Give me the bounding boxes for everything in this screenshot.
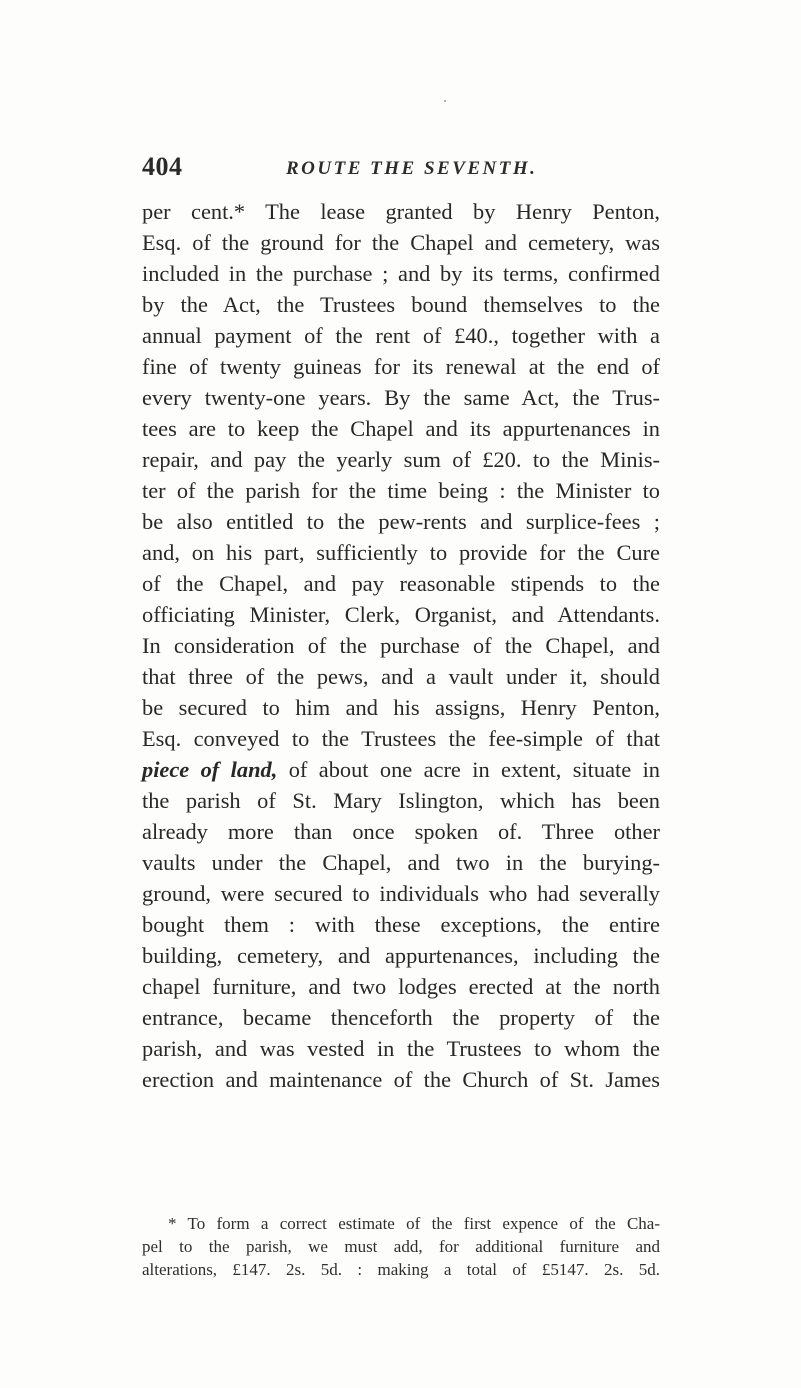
text-line: repair, and pay the yearly sum of £20. to the Minis- xyxy=(142,447,660,472)
footnote-line: alterations, £147. 2s. 5d. : making a total of £5147. 2s. 5d. xyxy=(142,1260,660,1279)
paper-speck xyxy=(444,100,446,102)
text-line: by the Act, the Trustees bound themselves to the xyxy=(142,292,660,317)
text-line: every twenty-one years. By the same Act, the Trus- xyxy=(142,385,660,410)
text-line: officiating Minister, Clerk, Organist, and Attendants. xyxy=(142,602,660,627)
text-line: and, on his part, sufficiently to provide for the Cure xyxy=(142,540,660,565)
text-line: ground, were secured to individuals who had severally xyxy=(142,881,660,906)
text-line: tees are to keep the Chapel and its appurtenances in xyxy=(142,416,660,441)
footnote-line: pel to the parish, we must add, for additional furniture and xyxy=(142,1237,660,1256)
text-line: of the Chapel, and pay reasonable stipends to the xyxy=(142,571,660,596)
text-line: fine of twenty guineas for its renewal at the end of xyxy=(142,354,660,379)
text-line: Esq. of the ground for the Chapel and cemetery, was xyxy=(142,230,660,255)
text-line: erection and maintenance of the Church of St. James xyxy=(142,1067,660,1092)
text-line: ter of the parish for the time being : the Minister to xyxy=(142,478,660,503)
text-line: Esq. conveyed to the Trustees the fee-simple of that xyxy=(142,726,660,751)
italic-phrase: piece of land, xyxy=(142,757,278,782)
text-line: included in the purchase ; and by its terms, confirmed xyxy=(142,261,660,286)
text-line-with-italic xyxy=(142,754,660,785)
text-line: the parish of St. Mary Islington, which has been xyxy=(142,788,660,813)
text-line: be also entitled to the pew-rents and surplice-fees ; xyxy=(142,509,660,534)
text-line: already more than once spoken of. Three other xyxy=(142,819,660,844)
text-line: per cent.* The lease granted by Henry Penton, xyxy=(142,199,660,224)
footnote xyxy=(142,1212,660,1281)
text-line: parish, and was vested in the Trustees to whom the xyxy=(142,1036,660,1061)
running-head: ROUTE THE SEVENTH. xyxy=(286,158,538,179)
text-line: vaults under the Chapel, and two in the burying- xyxy=(142,850,660,875)
body-text xyxy=(142,196,660,1095)
text-line: bought them : with these exceptions, the entire xyxy=(142,912,660,937)
footnote-line: * To form a correct estimate of the first expence of the Cha- xyxy=(168,1214,660,1233)
text-line: building, cemetery, and appurtenances, including the xyxy=(142,943,660,968)
text-line-rest: of about one acre in extent, situate in xyxy=(277,757,660,782)
page-number: 404 xyxy=(142,152,183,181)
text-line: chapel furniture, and two lodges erected at the north xyxy=(142,974,660,999)
text-line: annual payment of the rent of £40., together with a xyxy=(142,323,660,348)
text-line: that three of the pews, and a vault under it, should xyxy=(142,664,660,689)
text-line: entrance, became thenceforth the property of the xyxy=(142,1005,660,1030)
text-line: In consideration of the purchase of the Chapel, and xyxy=(142,633,660,658)
page-header xyxy=(142,152,658,184)
text-line: be secured to him and his assigns, Henry Penton, xyxy=(142,695,660,720)
